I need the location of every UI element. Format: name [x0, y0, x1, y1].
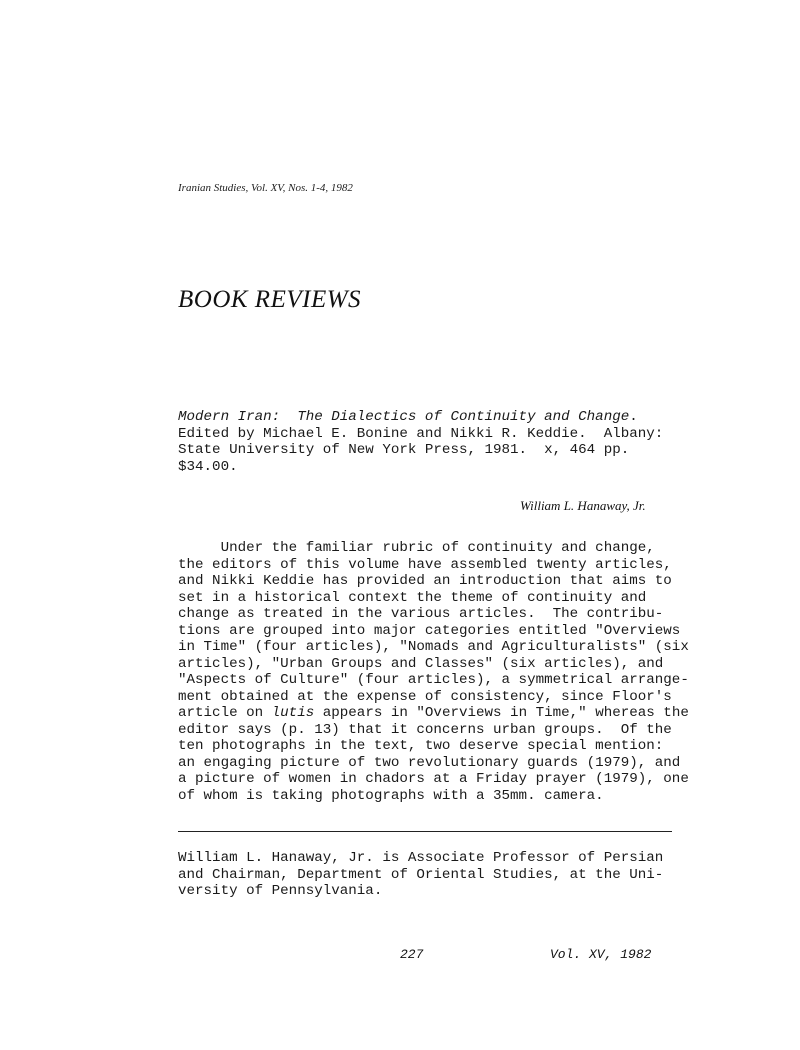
page-number: 227: [400, 947, 424, 962]
journal-header: Iranian Studies, Vol. XV, Nos. 1-4, 1982: [178, 182, 353, 194]
body-line: Under the familiar rubric of continuity and change,: [178, 540, 655, 556]
review-body: [178, 540, 698, 804]
body-line: article on lutis appears in "Overviews in Time," whereas the: [178, 705, 689, 721]
author-footnote: [178, 850, 698, 900]
body-line: a picture of women in chadors at a Friday prayer (1979), one: [178, 771, 689, 787]
body-line: the editors of this volume have assembled twenty articles,: [178, 556, 672, 573]
italic-term: lutis: [271, 705, 315, 721]
footnote-line: versity of Pennsylvania.: [178, 883, 383, 899]
body-line: set in a historical context the theme of continuity and: [178, 589, 647, 606]
citation-title-line: Modern Iran: The Dialectics of Continuity and Change.: [178, 409, 638, 425]
body-line: of whom is taking photographs with a 35mm. camera.: [178, 787, 604, 804]
body-line: articles), "Urban Groups and Classes" (six articles), and: [178, 655, 664, 672]
body-line: tions are grouped into major categories entitled "Overviews: [178, 622, 681, 639]
volume-info: Vol. XV, 1982: [550, 947, 652, 962]
body-line: and Nikki Keddie has provided an introduction that aims to: [178, 573, 672, 589]
citation-line: State University of New York Press, 1981. x, 464 pp.: [178, 442, 630, 458]
body-line: editor says (p. 13) that it concerns urban groups. Of the: [178, 721, 672, 738]
reviewer-name: William L. Hanaway, Jr.: [520, 498, 646, 513]
footnote-line: William L. Hanaway, Jr. is Associate Professor of Persian: [178, 850, 664, 866]
body-line: change as treated in the various articles. The contribu-: [178, 606, 664, 622]
citation-line: $34.00.: [178, 458, 238, 475]
section-title: BOOK REVIEWS: [178, 286, 362, 313]
body-line: "Aspects of Culture" (four articles), a symmetrical arrange-: [178, 672, 689, 688]
body-line: ten photographs in the text, two deserve special mention:: [178, 738, 664, 754]
body-line: an engaging picture of two revolutionary guards (1979), and: [178, 754, 681, 771]
book-citation: [178, 409, 698, 475]
book-title: Modern Iran: The Dialectics of Continuity and Change: [178, 409, 630, 425]
footnote-divider: [178, 831, 672, 832]
citation-line: Edited by Michael E. Bonine and Nikki R. Keddie. Albany:: [178, 425, 664, 442]
footnote-line: and Chairman, Department of Oriental Studies, at the Uni-: [178, 866, 664, 883]
body-line: in Time" (four articles), "Nomads and Agriculturalists" (six: [178, 639, 689, 655]
body-line: ment obtained at the expense of consistency, since Floor's: [178, 688, 672, 705]
